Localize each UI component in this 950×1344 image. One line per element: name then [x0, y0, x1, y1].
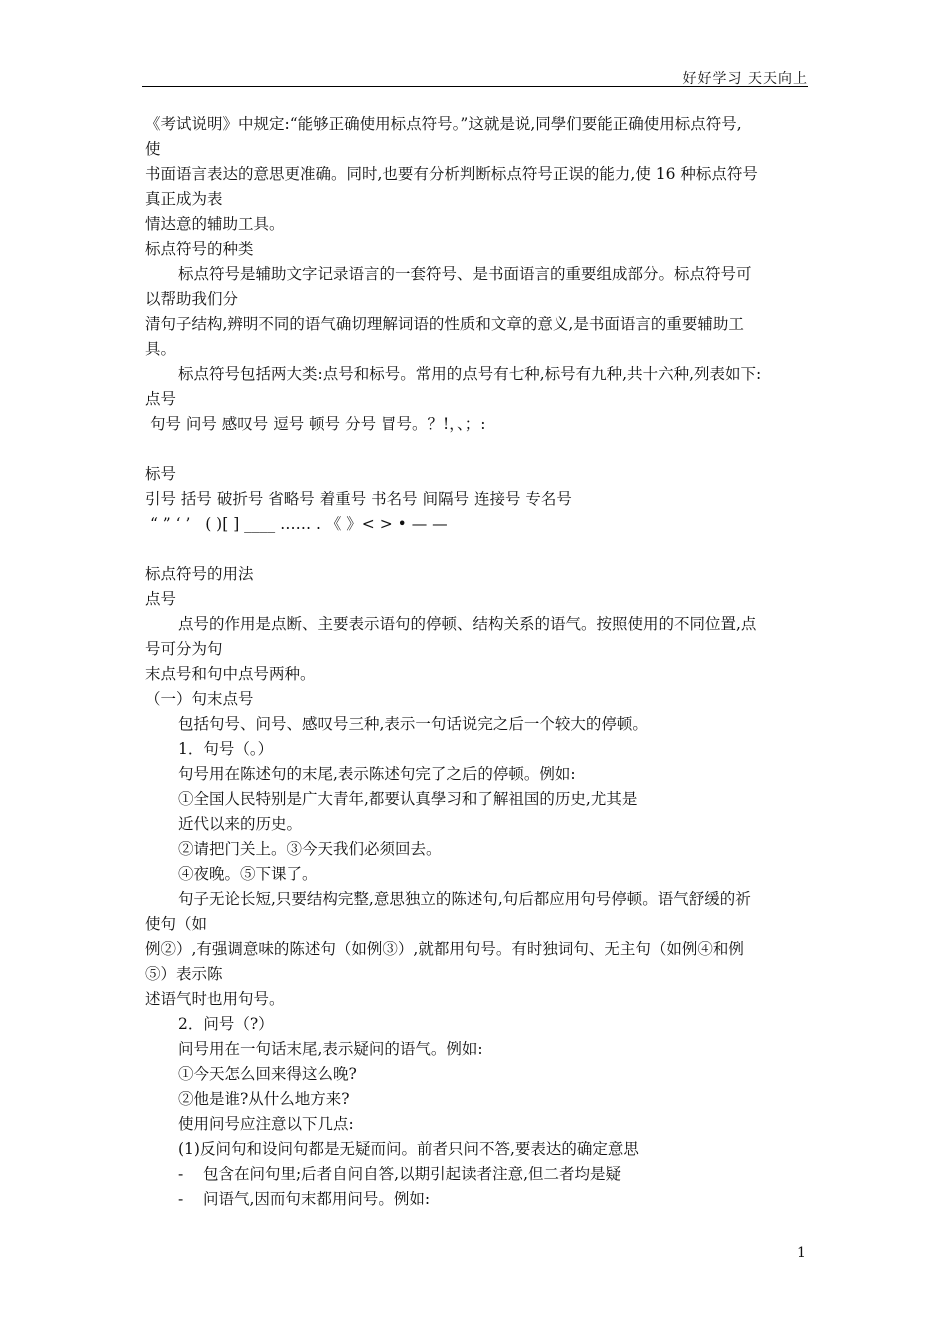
text-line: (1)反问句和设问句都是无疑而问。前者只问不答,要表达的确定意思 — [178, 1140, 639, 1158]
page-number: 1 — [797, 1245, 806, 1261]
text-line: 书面语言表达的意思更准确。同时,也要有分析判断标点符号正误的能力,使 16 种标点符号 — [145, 165, 758, 183]
text-line: 使句（如 — [145, 915, 208, 933]
text-line: （一）句末点号 — [145, 690, 254, 708]
text-line: ②他是谁?从什么地方来? — [178, 1090, 350, 1108]
text-line: 句号用在陈述句的末尾,表示陈述句完了之后的停顿。例如: — [178, 765, 576, 783]
text-line: 点号的作用是点断、主要表示语句的停顿、结构关系的语气。按照使用的不同位置,点 — [178, 615, 757, 633]
text-line: 包括句号、问号、感叹号三种,表示一句话说完之后一个较大的停顿。 — [178, 715, 648, 733]
text-line: “ ” ‘ ’ ( )[ ] ____ …… . 《 》< > • — — — [145, 515, 448, 533]
text-line: 《考试说明》中规定:“能够正确使用标点符号。”这就是说,同學们要能正确使用标点符号, — [145, 115, 742, 133]
text-line: 使用问号应注意以下几点: — [178, 1115, 354, 1133]
text-line: 清句子结构,辨明不同的语气确切理解词语的性质和文章的意义,是书面语言的重要辅助工 — [145, 315, 744, 333]
text-line: 2．问号（?） — [178, 1015, 274, 1033]
text-line: 标点符号的用法 — [145, 565, 254, 583]
text-line: 点号 — [145, 390, 177, 408]
text-line: 点号 — [145, 590, 177, 608]
text-line: 句子无论长短,只要结构完整,意思独立的陈述句,句后都应用句号停顿。语气舒缓的祈 — [178, 890, 751, 908]
text-line: 述语气时也用句号。 — [145, 990, 285, 1008]
text-line: 末点号和句中点号两种。 — [145, 665, 316, 683]
text-line: 标点符号的种类 — [145, 240, 254, 258]
text-line: ⑤）表示陈 — [145, 965, 223, 983]
text-line — [145, 437, 810, 462]
text-line: 问号用在一句话末尾,表示疑问的语气。例如: — [178, 1040, 483, 1058]
text-line: 真正成为表 — [145, 190, 223, 208]
text-line: 标点符号包括两大类:点号和标号。常用的点号有七种,标号有九种,共十六种,列表如下: — [178, 365, 762, 383]
text-line: 情达意的辅助工具。 — [145, 215, 285, 233]
document-body — [145, 112, 810, 1212]
text-line — [145, 537, 810, 562]
text-line: 句号 问号 感叹号 逗号 顿号 分号 冒号。？!，、；: — [145, 415, 486, 433]
text-line: 具。 — [145, 340, 177, 358]
text-line: 例②）,有强调意味的陈述句（如例③）,就都用句号。有时独词句、无主句（如例④和例 — [145, 940, 744, 958]
text-line: ①全国人民特别是广大青年,都要认真學习和了解祖国的历史,尤其是 — [178, 790, 638, 808]
text-line: - 包含在问句里;后者自问自答,以期引起读者注意,但二者均是疑 — [178, 1165, 622, 1183]
text-line: 使 — [145, 140, 161, 158]
text-line: 标点符号是辅助文字记录语言的一套符号、是书面语言的重要组成部分。标点符号可 — [178, 265, 752, 283]
text-line: ④夜晚。⑤下课了。 — [178, 865, 318, 883]
text-line: - 问语气,因而句末都用问号。例如: — [178, 1190, 431, 1208]
header-text: 好好学习 天天向上 — [682, 71, 808, 87]
text-line: 标号 — [145, 465, 177, 483]
text-line: ①今天怎么回来得这么晚? — [178, 1065, 357, 1083]
text-line: 以帮助我们分 — [145, 290, 239, 308]
text-line: 号可分为句 — [145, 640, 223, 658]
text-line: 近代以来的历史。 — [178, 815, 303, 833]
page-header — [142, 66, 808, 87]
text-line: 1．句号（。） — [178, 740, 274, 758]
text-line: 引号 括号 破折号 省略号 着重号 书名号 间隔号 连接号 专名号 — [145, 490, 572, 508]
text-line: ②请把门关上。③今天我们必须回去。 — [178, 840, 442, 858]
